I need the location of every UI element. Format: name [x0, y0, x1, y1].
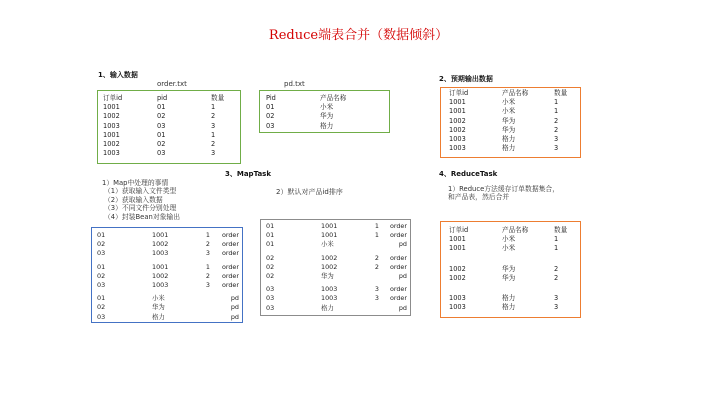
table-cell: 03: [157, 121, 166, 130]
table-cell: 1: [374, 231, 379, 240]
table-cell: 格力: [502, 144, 516, 153]
table-cell: 1001: [103, 103, 120, 112]
table-cell: 格力: [502, 294, 516, 303]
table-header-row: [266, 94, 384, 103]
table-cell: 华为: [502, 273, 516, 282]
table-cell: 1: [211, 103, 216, 112]
table-cell: 2: [374, 253, 379, 262]
table-cell: 3: [205, 281, 210, 290]
table-cell: 2: [554, 116, 559, 125]
table-cell: [198, 313, 210, 322]
table-cell: 01: [157, 130, 166, 139]
column-header: 订单id: [103, 94, 123, 102]
table-row: [449, 107, 577, 116]
column-header: 数量: [554, 89, 568, 97]
table-cell: [367, 272, 379, 281]
table-cell: 02: [97, 271, 106, 280]
table-cell: 2: [554, 125, 559, 134]
table-cell: 02: [266, 253, 275, 262]
table-row: [97, 240, 239, 249]
table-cell: 3: [374, 294, 379, 303]
table-cell: 03: [157, 149, 166, 158]
table-cell: 小米: [502, 98, 516, 107]
table-row: [266, 304, 407, 313]
section-input-heading: 1、输入数据: [98, 71, 138, 79]
map-step: （1）获取输入文件类型: [104, 187, 177, 196]
column-header: 订单id: [449, 89, 469, 97]
table-cell: 1: [374, 222, 379, 230]
table-cell: 1003: [152, 281, 169, 290]
table-row: [266, 272, 407, 281]
table-cell: order: [221, 231, 239, 239]
table-row: [449, 265, 577, 274]
table-row: [97, 249, 239, 258]
table-cell: 01: [266, 231, 275, 240]
table-cell: order: [221, 240, 239, 249]
table-cell: 华为: [502, 116, 516, 125]
table-row: [266, 294, 407, 303]
table-cell: order: [221, 281, 239, 290]
order-file-label: order.txt: [157, 80, 187, 88]
table-cell: 02: [157, 112, 166, 121]
sort-caption: 2）默认对产品id排序: [276, 188, 343, 196]
table-cell: 1003: [321, 285, 338, 294]
table-cell: pd: [398, 240, 407, 249]
table-row: [97, 231, 239, 240]
table-cell: order: [389, 294, 407, 303]
table-row: [449, 135, 577, 144]
table-cell: 1001: [152, 262, 169, 271]
table-row: [449, 274, 577, 283]
table-cell: order: [221, 249, 239, 258]
table-cell: 3: [374, 285, 379, 294]
table-header-row: [449, 226, 577, 235]
table-cell: 3: [205, 249, 210, 258]
table-cell: 02: [266, 272, 275, 281]
column-header: 数量: [554, 226, 568, 234]
map-step: （3）不同文件分别处理: [104, 204, 177, 213]
table-cell: 1002: [449, 116, 466, 125]
table-cell: order: [221, 262, 239, 271]
table-cell: 1003: [321, 294, 338, 303]
table-cell: 1001: [321, 231, 338, 240]
reduce-output-table: [449, 226, 577, 312]
column-header: 订单id: [449, 226, 469, 234]
table-cell: 2: [205, 271, 210, 280]
table-cell: 02: [266, 262, 275, 271]
table-gap: [449, 254, 577, 265]
table-cell: order: [389, 262, 407, 271]
section-maptask-heading: 3、MapTask: [225, 170, 271, 178]
table-cell: 1003: [152, 249, 169, 258]
table-cell: pd: [398, 272, 407, 281]
table-cell: 01: [97, 294, 106, 303]
table-cell: 格力: [152, 312, 165, 321]
table-cell: 1: [205, 262, 210, 271]
table-cell: 1001: [449, 244, 466, 253]
table-cell: 1003: [103, 149, 120, 158]
table-cell: pd: [230, 294, 239, 303]
table-row: [103, 103, 233, 112]
table-header-row: [449, 89, 577, 98]
table-cell: 1002: [449, 125, 466, 134]
map-step: （4）封装Bean对象输出: [104, 212, 181, 221]
column-header: 产品名称: [320, 94, 347, 102]
table-cell: 1001: [449, 235, 466, 244]
table-row: [449, 126, 577, 135]
table-cell: 03: [266, 121, 275, 130]
table-cell: 1002: [103, 112, 120, 121]
table-cell: 1003: [103, 121, 120, 130]
table-row: [266, 254, 407, 263]
pd-table: [266, 94, 384, 131]
table-gap: [449, 283, 577, 294]
table-cell: 02: [266, 112, 275, 121]
table-cell: 1002: [449, 264, 466, 273]
table-cell: [367, 240, 379, 249]
table-cell: 华为: [152, 303, 165, 312]
table-cell: 1001: [449, 98, 466, 107]
table-cell: 1002: [321, 262, 338, 271]
table-cell: 1: [211, 130, 216, 139]
table-cell: 1002: [321, 253, 338, 262]
table-cell: 3: [211, 121, 216, 130]
table-cell: order: [221, 271, 239, 280]
table-row: [103, 149, 233, 158]
table-cell: order: [389, 253, 407, 262]
table-cell: 02: [97, 303, 106, 312]
table-cell: 01: [266, 222, 275, 230]
table-cell: [198, 294, 210, 303]
table-row: [266, 240, 407, 249]
table-cell: 2: [211, 140, 216, 149]
column-header: 产品名称: [502, 226, 529, 234]
table-cell: 03: [97, 312, 106, 321]
column-header: pid: [157, 94, 168, 102]
table-cell: 小米: [502, 107, 516, 116]
table-row: [449, 294, 577, 303]
table-row: [97, 281, 239, 290]
table-cell: 1: [554, 244, 559, 253]
table-row: [103, 140, 233, 149]
table-cell: 01: [266, 240, 275, 249]
table-cell: 1: [205, 231, 210, 239]
reduce-caption: [448, 185, 559, 202]
table-cell: pd: [398, 303, 407, 312]
table-cell: order: [389, 222, 407, 230]
table-cell: 1002: [103, 140, 120, 149]
map-step: （2）获取输入数据: [104, 195, 163, 204]
table-cell: 2: [205, 240, 210, 249]
table-cell: 格力: [502, 303, 516, 312]
table-cell: pd: [230, 312, 239, 321]
table-cell: 2: [211, 112, 216, 121]
table-cell: pd: [230, 303, 239, 312]
table-cell: 1002: [152, 240, 169, 249]
expected-output-table: [449, 89, 577, 153]
table-cell: 01: [97, 231, 106, 239]
table-cell: 03: [97, 281, 106, 290]
table-cell: 小米: [152, 294, 165, 303]
table-cell: 格力: [321, 303, 334, 312]
table-cell: 03: [266, 285, 275, 294]
table-cell: 3: [554, 303, 559, 312]
table-row: [266, 222, 407, 231]
table-cell: 2: [554, 273, 559, 282]
table-cell: 01: [266, 103, 275, 112]
table-cell: 1001: [449, 107, 466, 116]
section-reducetask-heading: 4、ReduceTask: [439, 170, 498, 178]
table-cell: 1002: [449, 273, 466, 282]
column-header: 产品名称: [502, 89, 529, 97]
table-cell: 1001: [152, 231, 169, 239]
table-row: [97, 263, 239, 272]
sorted-output-table: [266, 222, 407, 313]
table-row: [266, 122, 384, 131]
table-cell: 2: [554, 264, 559, 273]
page-title: Reduce端表合并（数据倾斜）: [268, 28, 449, 43]
table-row: [266, 112, 384, 121]
table-cell: 03: [266, 303, 275, 312]
table-cell: [367, 304, 379, 313]
table-cell: 格力: [502, 135, 516, 144]
reduce-caption-line: 和产品表，然后合并: [448, 193, 510, 202]
table-row: [266, 263, 407, 272]
table-cell: 02: [97, 240, 106, 249]
table-cell: 01: [157, 103, 166, 112]
table-cell: 格力: [320, 121, 334, 130]
table-cell: 华为: [502, 125, 516, 134]
table-cell: 小米: [321, 240, 334, 249]
table-cell: 华为: [502, 264, 516, 273]
section-expected-heading: 2、预期输出数据: [439, 75, 493, 83]
map-step: 1）Map中处理的事情: [102, 179, 169, 187]
pd-file-label: pd.txt: [284, 80, 305, 88]
table-row: [449, 303, 577, 312]
table-cell: [198, 303, 210, 312]
column-header: Pid: [266, 94, 276, 102]
table-cell: 1: [554, 235, 559, 244]
table-cell: order: [389, 285, 407, 294]
table-row: [266, 231, 407, 240]
table-row: [103, 131, 233, 140]
table-cell: 03: [266, 294, 275, 303]
table-cell: 3: [554, 135, 559, 144]
reduce-caption-line: 1）Reduce方法缓存订单数据集合，: [448, 185, 560, 193]
table-header-row: [103, 94, 233, 103]
table-row: [97, 303, 239, 312]
table-row: [449, 117, 577, 126]
table-row: [103, 122, 233, 131]
order-table: [103, 94, 233, 158]
column-header: 数量: [211, 94, 225, 102]
table-cell: 1003: [449, 294, 466, 303]
table-row: [449, 144, 577, 153]
table-cell: 1: [554, 107, 559, 116]
table-cell: 1002: [152, 271, 169, 280]
table-cell: 2: [374, 262, 379, 271]
table-cell: 01: [97, 262, 106, 271]
table-cell: 02: [157, 140, 166, 149]
table-cell: order: [389, 231, 407, 240]
table-cell: 03: [97, 249, 106, 258]
table-row: [449, 244, 577, 253]
table-cell: 3: [554, 294, 559, 303]
table-row: [97, 272, 239, 281]
map-steps: [102, 179, 180, 221]
table-cell: 1001: [103, 130, 120, 139]
table-cell: 小米: [502, 235, 516, 244]
map-output-table: [97, 231, 239, 322]
table-cell: 3: [211, 149, 216, 158]
table-cell: 3: [554, 144, 559, 153]
table-cell: 华为: [321, 272, 334, 281]
table-row: [97, 294, 239, 303]
table-cell: 华为: [320, 112, 334, 121]
table-cell: 1003: [449, 144, 466, 153]
table-row: [97, 313, 239, 322]
table-row: [266, 285, 407, 294]
table-cell: 1001: [321, 222, 338, 230]
table-cell: 1003: [449, 303, 466, 312]
table-cell: 1003: [449, 135, 466, 144]
table-row: [103, 112, 233, 121]
table-cell: 1: [554, 98, 559, 107]
table-cell: 小米: [320, 103, 334, 112]
table-cell: 小米: [502, 244, 516, 253]
